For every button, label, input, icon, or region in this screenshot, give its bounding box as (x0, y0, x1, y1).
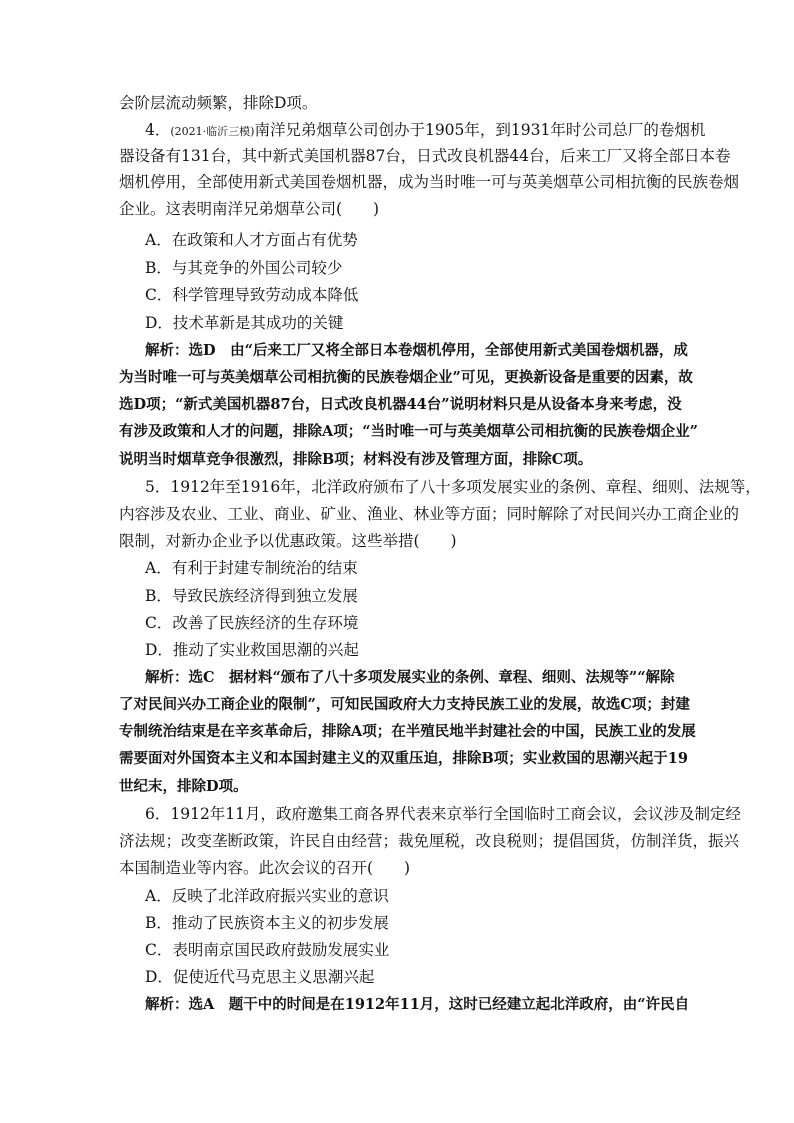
question-6-stem-line-2: 济法规；改变垄断政策，许民自由经营；裁免厘税，改良税则；提倡国货，仿制洋货，振兴 (119, 832, 740, 850)
question-4-analysis-line-1: 解析：选D 由“后来工厂又将全部日本卷烟机停用，全部使用新式美国卷烟机器，成 (145, 342, 688, 359)
question-4-option-b: B．与其竞争的外国公司较少 (145, 259, 343, 277)
question-5-analysis-line-3: 专制统治结束是在辛亥革命后，排除A项；在半殖民地半封建社会的中国，民族工业的发展 (119, 723, 696, 740)
question-6-option-c: C．表明南京国民政府鼓励发展实业 (145, 941, 390, 959)
question-4-analysis-line-5: 说明当时烟草竞争很激烈，排除B项；材料没有涉及管理方面，排除C项。 (119, 451, 593, 468)
question-5-stem-line-1: 5．1912年至1916年，北洋政府颁布了八十多项发展实业的条例、章程、细则、法规等， (145, 478, 761, 496)
question-6-option-b: B．推动了民族资本主义的初步发展 (145, 914, 389, 932)
question-4-stem-line-4: 企业。这表明南洋兄弟烟草公司( ) (119, 200, 380, 218)
question-6-option-a: A．反映了北洋政府振兴实业的意识 (145, 887, 389, 905)
previous-analysis-tail: 会阶层流动频繁，排除D项。 (119, 94, 318, 112)
question-4-stem-text-1: 南洋兄弟烟草公司创办于1905年，到1931年时公司总厂的卷烟机 (254, 121, 706, 139)
question-5-analysis-line-1: 解析：选C 据材料“颁布了八十多项发展实业的条例、章程、细则、法规等”“解除 (145, 669, 675, 686)
question-6-option-d: D．促使近代马克思主义思潮兴起 (145, 968, 375, 986)
question-5-option-a: A．有利于封建专制统治的结束 (145, 559, 358, 577)
question-4-analysis-line-4: 有涉及政策和人才的问题，排除A项；“当时唯一可与英美烟草公司相抗衡的民族卷烟企业” (119, 423, 698, 440)
question-4-source: (2021·临沂三模) (170, 125, 255, 138)
question-4-analysis-line-2: 为当时唯一可与英美烟草公司相抗衡的民族卷烟企业”可见，更换新设备是重要的因素，故 (119, 369, 693, 386)
question-5-stem-line-3: 限制，对新办企业予以优惠政策。这些举措( ) (119, 532, 457, 550)
question-6-analysis-line-1: 解析：选A 题干中的时间是在1912年11月，这时已经建立起北洋政府，由“许民自 (145, 996, 690, 1013)
question-4-stem-line-1 (145, 120, 705, 142)
question-4-option-a: A．在政策和人才方面占有优势 (145, 231, 358, 249)
question-5-option-b: B．导致民族经济得到独立发展 (145, 587, 358, 605)
question-4-number: 4． (145, 121, 171, 139)
question-5-stem-line-2: 内容涉及农业、工业、商业、矿业、渔业、林业等方面；同时解除了对民间兴办工商企业的 (119, 505, 740, 523)
question-4-option-d: D．技术革新是其成功的关键 (145, 314, 344, 332)
question-5-option-d: D．推动了实业救国思潮的兴起 (145, 641, 359, 659)
question-4-option-c: C．科学管理导致劳动成本降低 (145, 286, 359, 304)
question-5-option-c: C．改善了民族经济的生存环境 (145, 614, 359, 632)
question-4-stem-line-2: 器设备有131台，其中新式美国机器87台，日式改良机器44台，后来工厂又将全部日本卷 (119, 147, 731, 165)
question-5-analysis-line-5: 世纪末，排除D项。 (119, 778, 248, 795)
question-5-analysis-line-2: 了对民间兴办工商企业的限制”，可知民国政府大力支持民族工业的发展，故选C项；封建 (119, 696, 690, 713)
question-4-stem-line-3: 烟机停用，全部使用新式美国卷烟机器，成为当时唯一可与英美烟草公司相抗衡的民族卷烟 (119, 173, 740, 191)
question-4-analysis-line-3: 选D项；“新式美国机器87台，日式改良机器44台”说明材料只是从设备本身来考虑，没 (119, 396, 682, 413)
question-5-analysis-line-4: 需要面对外国资本主义和本国封建主义的双重压迫，排除B项；实业救国的思潮兴起于19 (119, 750, 688, 767)
question-6-stem-line-3: 本国制造业等内容。此次会议的召开( ) (119, 859, 411, 877)
question-6-stem-line-1: 6．1912年11月，政府邀集工商各界代表来京举行全国临时工商会议，会议涉及制定经 (145, 805, 742, 823)
